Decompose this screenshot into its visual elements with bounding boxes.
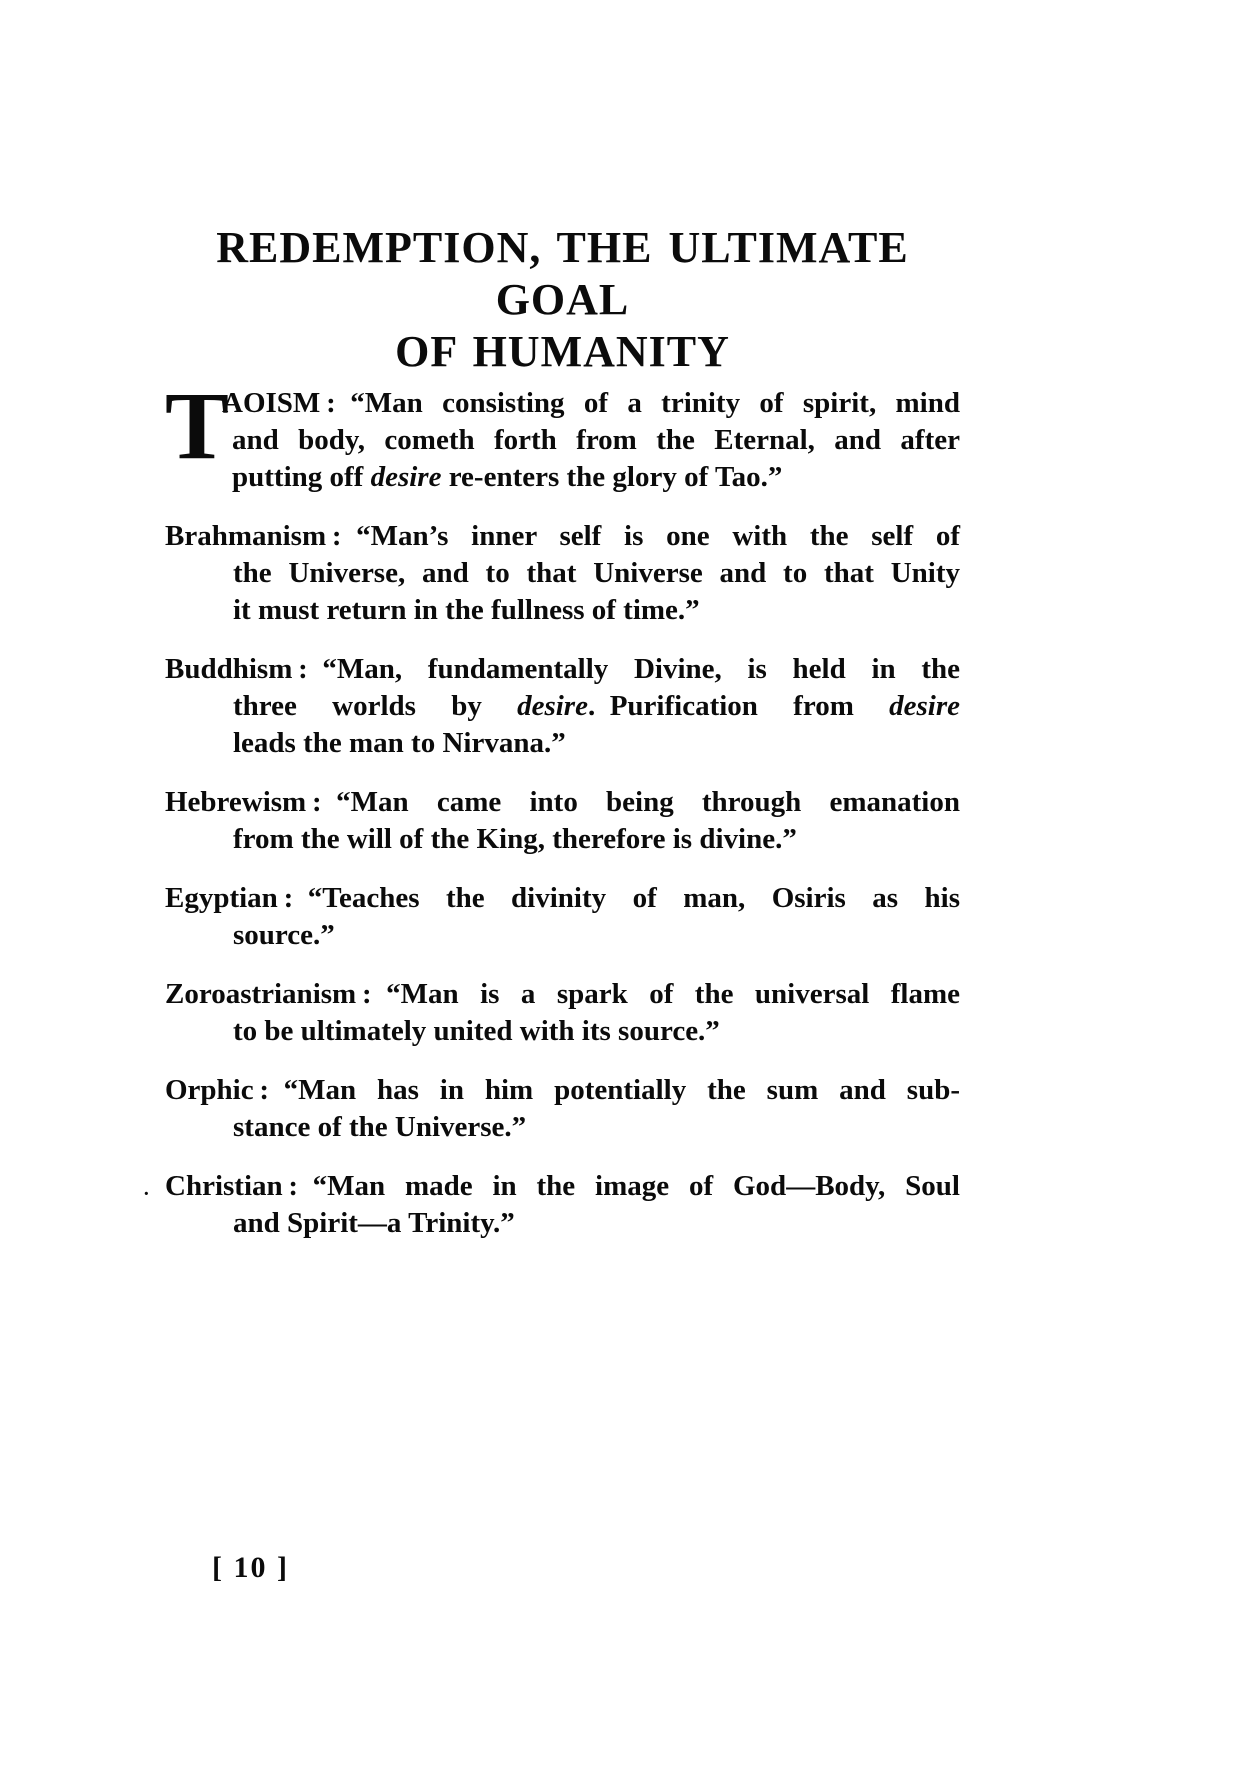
page-number: [ 10 ] bbox=[212, 1551, 289, 1584]
text-line-taoism-2: and body, cometh forth from the Eternal, and after bbox=[232, 424, 960, 456]
title-line-1: REDEMPTION, THE ULTIMATE GOAL bbox=[216, 223, 909, 324]
text-line-taoism-3: putting off desire re-enters the glory of Tao.” bbox=[232, 461, 783, 493]
text-line-orphic-2: stance of the Universe.” bbox=[233, 1111, 527, 1143]
quote-paragraph-zoroastrianism bbox=[165, 976, 960, 1050]
quote-paragraph-orphic bbox=[165, 1072, 960, 1146]
title-line-2: OF HUMANITY bbox=[395, 327, 730, 376]
text-line-christian-1: Christian : “Man made in the image of God—Body, Soul bbox=[165, 1170, 960, 1202]
text-block bbox=[143, 0, 960, 1264]
quote-paragraph-egyptian bbox=[165, 880, 960, 954]
text-line-buddhism-1: Buddhism : “Man, fundamentally Divine, is held in the bbox=[165, 653, 960, 685]
quotes-list bbox=[143, 372, 960, 1242]
text-line-egyptian-2: source.” bbox=[233, 919, 335, 951]
text-line-brahmanism-1: Brahmanism : “Man’s inner self is one with the self of bbox=[165, 520, 960, 552]
margin-mark: · bbox=[143, 1183, 150, 1205]
text-line-orphic-1: Orphic : “Man has in him potentially the sum and sub- bbox=[165, 1074, 960, 1106]
quote-paragraph-christian bbox=[143, 1168, 960, 1242]
quote-paragraph-buddhism bbox=[165, 651, 960, 762]
text-line-egyptian-1: Egyptian : “Teaches the divinity of man, Osiris as his bbox=[165, 882, 960, 914]
quote-paragraph-hebrewism bbox=[165, 784, 960, 858]
quote-paragraph-taoism bbox=[165, 372, 960, 496]
text-line-brahmanism-3: it must return in the fullness of time.” bbox=[233, 594, 700, 626]
text-line-hebrewism-1: Hebrewism : “Man came into being through emanation bbox=[165, 786, 960, 818]
text-line-christian-2: and Spirit—a Trinity.” bbox=[233, 1207, 515, 1239]
page-title bbox=[165, 222, 960, 378]
text-line-brahmanism-2: the Universe, and to that Universe and to that Unity bbox=[233, 557, 960, 589]
text-line-taoism-1: AOISM : “Man consisting of a trinity of spirit, mind bbox=[222, 387, 960, 419]
quote-paragraph-brahmanism bbox=[165, 518, 960, 629]
drop-cap-letter: T bbox=[165, 372, 230, 479]
text-line-hebrewism-2: from the will of the King, therefore is divine.” bbox=[233, 823, 797, 855]
text-line-zoroastrianism-1: Zoroastrianism : “Man is a spark of the universal flame bbox=[165, 978, 960, 1010]
text-line-buddhism-3: leads the man to Nirvana.” bbox=[233, 727, 566, 759]
text-line-zoroastrianism-2: to be ultimately united with its source.” bbox=[233, 1015, 720, 1047]
text-line-buddhism-2: three worlds by desire. Purification from desire bbox=[233, 690, 960, 722]
